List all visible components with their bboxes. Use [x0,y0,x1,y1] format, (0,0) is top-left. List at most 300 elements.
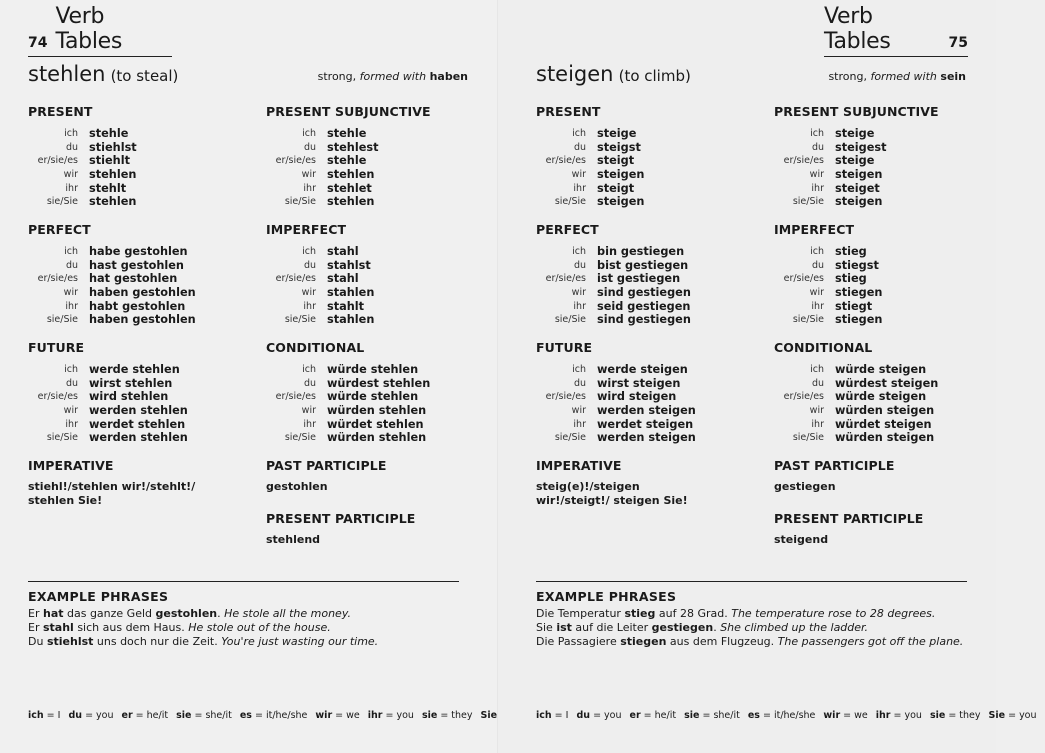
pronoun: sie/Sie [792,196,824,208]
pronoun: er/sie/es [545,155,586,167]
conjugation-row [536,168,756,182]
example-phrases [28,589,468,649]
key-meaning: we [346,710,360,721]
verb-form: steigen [597,195,645,209]
conditional-block [774,340,994,445]
key-meaning: she/it [205,710,232,721]
conjugation-row [774,363,994,377]
verb-type-text: strong, [317,70,360,83]
pronoun: er/sie/es [783,273,824,285]
verb-type [828,70,966,83]
pronoun: ich [572,246,586,258]
translation: The passengers got off the plane. [777,635,964,648]
imperative-block [536,458,756,508]
verb-form: stehlen [327,168,375,182]
verb-form: habt gestohlen [89,299,186,313]
verb-form: stehle [327,127,367,141]
verb-form: würde steigen [835,363,927,377]
verb-form: stahlst [327,258,371,272]
pronoun-key-item [576,710,621,721]
present-subjunctive-block [774,104,994,209]
pronoun: ich [302,128,316,140]
verb-form: würde stehlen [327,390,419,404]
pronoun: wir [809,405,824,417]
key-meaning: they [451,710,473,721]
present-participle-label: PRESENT PARTICIPLE [774,511,924,526]
verb-form: steige [597,127,637,141]
verb-form: steiget [835,181,880,195]
section-title: Verb Tables [824,4,891,54]
pronoun: er/sie/es [275,391,316,403]
verb-form: stieg [835,245,867,259]
verb-highlight: gestohlen [155,607,218,620]
key-pronoun: es [239,710,252,721]
example-phrases [536,589,976,649]
divider [536,581,967,582]
verb-form: stehlen [89,195,137,209]
verb-form: werden stehlen [89,404,188,418]
conjugation-row [536,245,756,259]
tense-label: FUTURE [28,340,85,355]
pronoun: sie/Sie [792,314,824,326]
key-pronoun: ihr [875,710,891,721]
imperfect-block [774,222,994,327]
conjugation-row [266,272,486,286]
example-phrase [536,635,976,649]
verb-form: stehlest [327,140,379,154]
conjugation-row [28,390,248,404]
verb-gloss: (to steal) [110,67,179,85]
verb-form: würde stehlen [327,363,419,377]
verb-form: wird steigen [597,390,677,404]
pronoun: sie/Sie [46,432,78,444]
tense-label: PRESENT [536,104,601,119]
verb-form: steige [835,127,875,141]
future-block [28,340,248,445]
conjugation-row [28,299,248,313]
conjugation-row [774,259,994,273]
key-pronoun: er [121,710,133,721]
example-phrases-label: EXAMPLE PHRASES [28,589,169,604]
example-phrase [28,621,468,635]
phrase-text: uns doch nur die Zeit. [93,635,222,648]
conjugation-row [774,181,994,195]
example-phrase [536,607,976,621]
conjugation-row [536,299,756,313]
verb-form: würde steigen [835,390,927,404]
verb-form: werde stehlen [89,363,180,377]
conjugation-row [536,404,756,418]
verb-form: werdet stehlen [89,417,186,431]
past-participle-form: gestohlen [266,480,328,493]
conjugation-row [266,417,486,431]
conjugation-row [28,195,248,209]
pronoun: sie/Sie [46,196,78,208]
key-pronoun: ich [536,710,552,721]
verb-form: würden steigen [835,431,935,445]
key-pronoun: sie [421,710,438,721]
equals-sign: = [551,710,566,721]
running-head [824,4,968,57]
pronoun-key-item [315,710,359,721]
pronoun-key-item [122,710,169,721]
example-lines [536,607,976,649]
perfect-block [28,222,248,327]
pronoun: du [65,259,78,271]
conjugation-rows [266,245,486,327]
verb-form: seid gestiegen [597,299,691,313]
verb-form: stehlen [327,195,375,209]
phrase-text: sich aus dem Haus. [73,621,189,634]
tense-label: IMPERFECT [774,222,855,237]
conjugation-row [28,313,248,327]
verb-form: steigest [835,140,887,154]
conjugation-row [536,259,756,273]
pronoun: ihr [811,300,824,312]
pronoun: wir [301,169,316,181]
equals-sign: = [890,710,905,721]
pronoun: er/sie/es [37,273,78,285]
pronoun: wir [63,405,78,417]
conjugation-row [536,377,756,391]
verb-form: würdest stehlen [327,376,431,390]
left-page [0,0,498,753]
conjugation-row [28,259,248,273]
page-number: 74 [28,35,48,51]
present-participle-block [774,511,994,547]
conjugation-rows [536,127,756,209]
key-pronoun: sie [176,710,192,721]
verb-form: wird stehlen [89,390,169,404]
pronoun-key-item [422,710,473,721]
pronoun: wir [63,287,78,299]
verb-form: wirst stehlen [89,376,173,390]
verb-type [318,70,468,83]
verb-form: stehlt [89,181,127,195]
conjugation-row [266,431,486,445]
equals-sign: = [382,710,397,721]
conjugation-rows [28,363,248,445]
conjugation-row [774,377,994,391]
conjugation-row [28,404,248,418]
pronoun: wir [571,169,586,181]
verb-form: werden steigen [597,404,696,418]
equals-sign: = [1005,710,1020,721]
present-subjunctive-block [266,104,486,209]
phrase-text: Die Passagiere [536,635,621,648]
key-pronoun: wir [823,710,841,721]
conjugation-row [536,417,756,431]
pronoun: ich [810,246,824,258]
pronoun: ihr [303,300,316,312]
conjugation-row [28,272,248,286]
conjugation-row [536,195,756,209]
conjugation-row [266,286,486,300]
translation: She climbed up the ladder. [720,621,869,634]
conjugation-row [266,390,486,404]
key-meaning: it/he/she [265,710,308,721]
verb-form: werdet steigen [597,417,694,431]
pronoun: ihr [65,418,78,430]
tense-label: CONDITIONAL [266,340,365,355]
pronoun: wir [809,287,824,299]
key-pronoun: du [68,710,83,721]
imperative-block [28,458,248,508]
conjugation-row [266,245,486,259]
pronoun: wir [571,405,586,417]
present-block [28,104,248,209]
verb-form: steigen [835,195,883,209]
example-phrase [28,607,468,621]
conjugation-row [28,377,248,391]
pronoun-key-item [368,710,414,721]
verb-form: sind gestiegen [597,313,691,327]
conjugation-row [774,299,994,313]
conjugation-row [774,286,994,300]
conjugation-row [28,141,248,155]
key-meaning: it/he/she [773,710,816,721]
key-meaning: he/it [654,710,677,721]
verb-type-text: strong, [828,70,871,83]
tense-label: CONDITIONAL [774,340,873,355]
verb-form: steigen [835,168,883,182]
pronoun: du [573,259,586,271]
pronoun: ich [64,364,78,376]
conjugation-row [28,431,248,445]
pronoun: ihr [811,182,824,194]
conjugation-row [266,168,486,182]
verb-form: stahl [327,245,359,259]
conjugation-row [28,154,248,168]
verb-form: stehlen [89,168,137,182]
verb-form: sind gestiegen [597,286,691,300]
verb-form: ist gestiegen [597,272,681,286]
phrase-text: auf 28 Grad. [655,607,732,620]
conjugation-row [266,313,486,327]
divider [28,581,459,582]
conjugation-row [774,154,994,168]
conjugation-row [774,195,994,209]
pronoun-key-item [748,710,816,721]
conjugation-row [774,245,994,259]
conjugation-row [266,181,486,195]
conjugation-row [28,168,248,182]
key-meaning: I [57,710,61,721]
pronoun-key-item [684,710,740,721]
past-participle-block [266,458,486,494]
conjugation-row [774,272,994,286]
conjugation-row [774,141,994,155]
verb-highlight: gestiegen [651,621,714,634]
pronoun: du [811,377,824,389]
verb-form: steigst [597,140,641,154]
conjugation-row [536,313,756,327]
conjugation-row [266,154,486,168]
pronoun-key-item [28,710,60,721]
verb-form: würdest steigen [835,376,939,390]
equals-sign: = [43,710,58,721]
pronoun: wir [301,405,316,417]
verb-form: stiehlst [89,140,137,154]
tense-label: IMPERFECT [266,222,347,237]
tense-label: PRESENT SUBJUNCTIVE [774,104,939,119]
pronoun: du [65,377,78,389]
verb-form: bin gestiegen [597,245,685,259]
verb-form: hat gestohlen [89,272,178,286]
key-meaning: he/it [146,710,169,721]
conjugation-row [28,181,248,195]
example-phrases-label: EXAMPLE PHRASES [536,589,677,604]
verb-type-auxiliary: haben [429,70,468,83]
key-meaning: I [565,710,569,721]
translation: The temperature rose to 28 degrees. [731,607,936,620]
pronoun: wir [63,169,78,181]
verb-form: haben gestohlen [89,313,196,327]
key-meaning: you [904,710,922,721]
running-head [28,4,172,57]
conjugation-row [774,431,994,445]
verb-form: stehlet [327,181,372,195]
pronoun: ihr [573,418,586,430]
verb-form: steigen [597,168,645,182]
future-block [536,340,756,445]
pronoun: wir [301,287,316,299]
conjugation-row [28,286,248,300]
conjugation-row [536,154,756,168]
pronoun: sie/Sie [554,196,586,208]
pronoun: ich [572,128,586,140]
pronoun: du [303,377,316,389]
conjugation-row [536,286,756,300]
key-pronoun: sie [684,710,700,721]
key-pronoun: ich [28,710,44,721]
pronoun: wir [809,169,824,181]
verb-form: werde steigen [597,363,688,377]
key-pronoun: ihr [367,710,383,721]
conjugation-row [774,168,994,182]
verb-heading [28,62,468,92]
past-participle-form: gestiegen [774,480,836,493]
pronoun: ihr [573,300,586,312]
present-participle-form: steigend [774,533,829,546]
pronoun: ich [302,246,316,258]
phrase-text: aus dem Flugzeug. [666,635,778,648]
key-meaning: they [959,710,981,721]
imperative-label: IMPERATIVE [536,458,622,473]
conjugation-rows [774,127,994,209]
verb-highlight: stieg [624,607,656,620]
verb-form: wirst steigen [597,376,681,390]
key-meaning: you [1019,710,1037,721]
pronoun: er/sie/es [545,273,586,285]
conjugation-rows [536,245,756,327]
translation: He stole all the money. [224,607,351,620]
verb-form: haben gestohlen [89,286,196,300]
right-page [498,0,1037,753]
phrase-text: auf die Leiter [571,621,652,634]
verb-type-auxiliary: sein [940,70,966,83]
key-meaning: you [396,710,414,721]
verb-form: stahlen [327,313,375,327]
past-participle-block [774,458,994,494]
key-meaning: we [854,710,868,721]
equals-sign: = [132,710,147,721]
pronoun: er/sie/es [783,391,824,403]
pronoun: ihr [303,418,316,430]
key-pronoun: wir [315,710,333,721]
key-meaning: you [96,710,114,721]
pronoun: er/sie/es [37,155,78,167]
conjugation-row [28,417,248,431]
verb-highlight: ist [556,621,572,634]
verb-form: stiegst [835,258,879,272]
pronoun-key-item [68,710,113,721]
pronoun-key-item [536,710,568,721]
conjugation-row [28,127,248,141]
conjugation-row [536,181,756,195]
verb-form: habe gestohlen [89,245,188,259]
equals-sign: = [82,710,97,721]
verb-form: stahlt [327,299,365,313]
verb-form: stiegen [835,313,883,327]
conjugation-rows [28,127,248,209]
imperfect-block [266,222,486,327]
verb-highlight: stahl [42,621,74,634]
verb-type-italic: formed with [359,70,427,83]
conjugation-row [536,141,756,155]
pronoun-key-item [176,710,232,721]
present-participle-block [266,511,486,547]
equals-sign: = [590,710,605,721]
conjugation-row [774,127,994,141]
verb-highlight: stiegen [620,635,667,648]
conjugation-row [266,377,486,391]
conjugation-row [266,363,486,377]
pronoun-key-item [240,710,308,721]
pronoun: du [303,259,316,271]
conditional-block [266,340,486,445]
section-title: Verb Tables [55,4,123,54]
pronoun: du [811,141,824,153]
key-pronoun: er [629,710,641,721]
pronoun: sie/Sie [284,314,316,326]
phrase-text: . [713,621,721,634]
pronoun: ihr [573,182,586,194]
pronoun: sie/Sie [554,314,586,326]
verb-form: werden stehlen [89,431,188,445]
verb-form: würden stehlen [327,431,427,445]
key-pronoun: Sie [988,710,1006,721]
pronoun: er/sie/es [783,155,824,167]
pronoun-key-item [989,710,1037,721]
verb-form: hast gestohlen [89,258,184,272]
pronoun: sie/Sie [554,432,586,444]
pronoun: ich [302,364,316,376]
pronoun: ich [810,364,824,376]
conjugation-rows [774,245,994,327]
pronoun: ich [64,246,78,258]
pronoun: ihr [811,418,824,430]
conjugation-row [28,245,248,259]
phrase-text: Die Temperatur [536,607,625,620]
phrase-text: Er [28,607,43,620]
imperative-forms: stiehl!/stehlen wir!/stehlt!/ stehlen Sie! [28,480,196,507]
conjugation-row [536,272,756,286]
verb-form: stiegen [835,286,883,300]
conjugation-rows [266,127,486,209]
past-participle-label: PAST PARTICIPLE [774,458,895,473]
phrase-text: Du [28,635,47,648]
